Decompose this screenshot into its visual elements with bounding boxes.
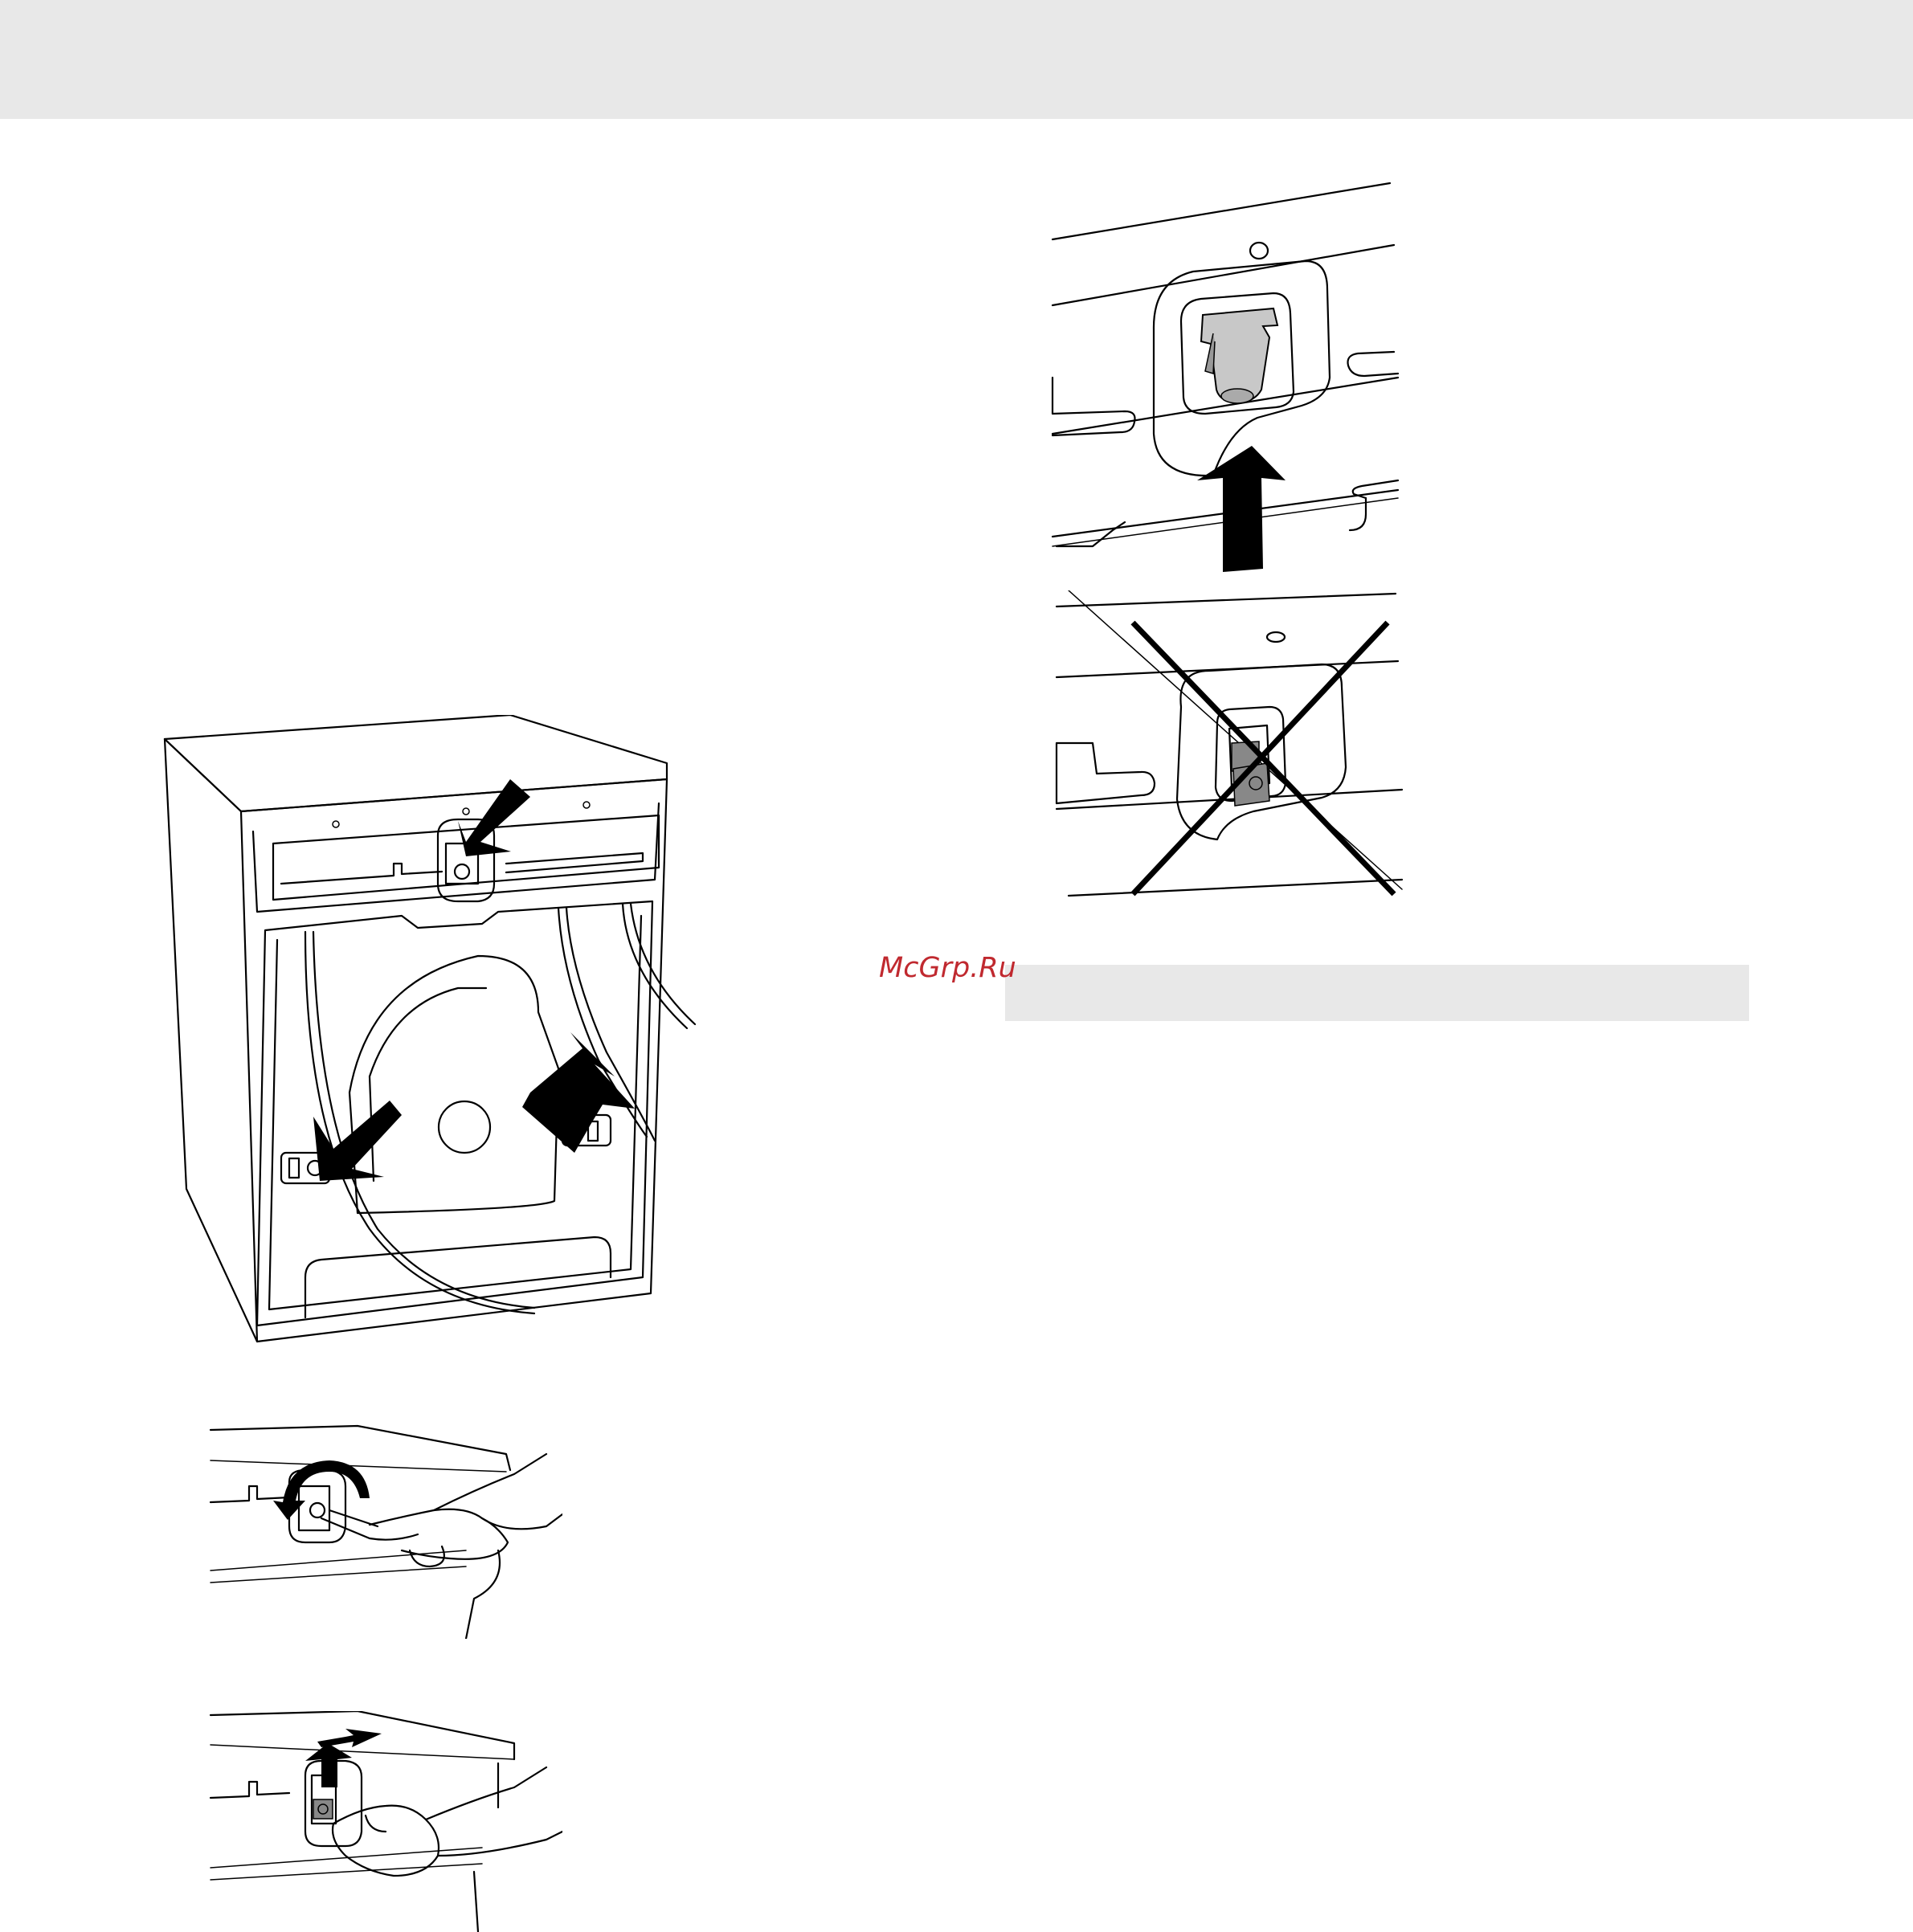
wrong-bolt-figure <box>1048 590 1406 932</box>
arrow-right-icon <box>522 1032 635 1153</box>
machine-rear-figure <box>161 715 707 1350</box>
note-band <box>1005 965 1749 1021</box>
pull-step-figure <box>209 1711 562 1932</box>
wrench-step-figure <box>209 1422 562 1639</box>
header-band <box>0 0 1913 119</box>
arrow-left-icon <box>313 1101 402 1181</box>
watermark-text: McGrp.Ru <box>879 952 1016 984</box>
transport-bolt-wrong-icon <box>1048 590 1406 932</box>
correct-bolt-figure <box>1044 177 1406 578</box>
washing-machine-rear-icon <box>161 715 707 1350</box>
transport-bolt-correct-icon <box>1044 177 1406 578</box>
wrench-turn-icon <box>209 1422 562 1639</box>
hand-pull-bolt-icon <box>209 1711 562 1932</box>
